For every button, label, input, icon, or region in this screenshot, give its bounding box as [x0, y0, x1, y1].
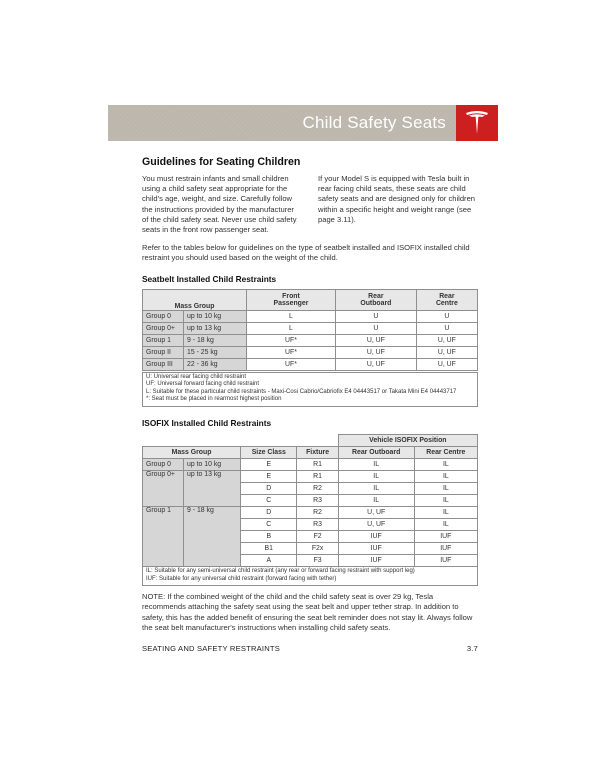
isofix-header-mass: Mass Group	[143, 447, 241, 459]
isofix-note: IUF: Suitable for any universal child restraint (forward facing with tether)	[146, 575, 337, 582]
isofix-header-row-2	[143, 447, 478, 459]
seatbelt-header-front: Front Passenger	[247, 289, 336, 310]
seatbelt-group-cell: Group 1	[143, 334, 184, 346]
seatbelt-rear-outboard-cell: U, UF	[335, 334, 416, 346]
isofix-size-class-cell: E	[241, 459, 297, 471]
section-banner	[108, 105, 498, 141]
isofix-note: IL: Suitable for any semi-universal child restraint (any rear or forward facing restraint with support leg)	[146, 568, 415, 574]
page-content	[142, 156, 478, 633]
page-number: 3.7	[466, 644, 478, 653]
seatbelt-note: *: Seat must be placed in rearmost highest position	[146, 396, 282, 403]
isofix-size-class-cell: B1	[241, 543, 297, 555]
seatbelt-table	[142, 289, 478, 371]
isofix-rear-outboard-cell: IUF	[338, 555, 414, 567]
seatbelt-group-cell: Group III	[143, 358, 184, 370]
isofix-header-rear-outboard: Rear Outboard	[338, 447, 414, 459]
isofix-fixture-cell: R2	[297, 483, 338, 495]
isofix-rear-centre-cell: IUF	[414, 543, 477, 555]
seatbelt-mass-cell: 9 - 18 kg	[184, 334, 247, 346]
seatbelt-rear-outboard-cell: U, UF	[335, 358, 416, 370]
isofix-rear-centre-cell: IL	[414, 495, 477, 507]
seatbelt-group-cell: Group II	[143, 346, 184, 358]
isofix-size-class-cell: D	[241, 507, 297, 519]
isofix-size-class-cell: E	[241, 471, 297, 483]
isofix-mass-cell: 9 - 18 kg	[184, 507, 241, 567]
seatbelt-front-cell: UF*	[247, 358, 336, 370]
isofix-group-cell: Group 0+	[143, 471, 184, 507]
seatbelt-mass-cell: 15 - 25 kg	[184, 346, 247, 358]
isofix-rear-outboard-cell: IUF	[338, 543, 414, 555]
isofix-fixture-cell: F3	[297, 555, 338, 567]
table-row	[143, 507, 478, 519]
seatbelt-header-rear-outboard: Rear Outboard	[335, 289, 416, 310]
isofix-table	[142, 434, 478, 567]
section-title: Child Safety Seats	[302, 113, 446, 132]
isofix-fixture-cell: R1	[297, 459, 338, 471]
refer-paragraph: Refer to the tables below for guidelines on the type of seatbelt installed and ISOFIX installed child restraint you should used based on the weight of the child.	[142, 243, 470, 263]
isofix-fixture-cell: F2x	[297, 543, 338, 555]
seatbelt-header-rear-centre: Rear Centre	[416, 289, 477, 310]
isofix-rear-centre-cell: IUF	[414, 555, 477, 567]
isofix-size-class-cell: A	[241, 555, 297, 567]
seatbelt-notes	[142, 372, 478, 407]
isofix-fixture-cell: R1	[297, 471, 338, 483]
seatbelt-front-cell: L	[247, 310, 336, 322]
isofix-group-cell: Group 0	[143, 459, 184, 471]
isofix-fixture-cell: R2	[297, 507, 338, 519]
table-row	[143, 334, 478, 346]
seatbelt-mass-cell: 22 - 36 kg	[184, 358, 247, 370]
logo-box	[456, 105, 498, 141]
isofix-rear-centre-cell: IL	[414, 471, 477, 483]
isofix-mass-cell: up to 10 kg	[184, 459, 241, 471]
seatbelt-rear-centre-cell: U, UF	[416, 334, 477, 346]
isofix-size-class-cell: C	[241, 495, 297, 507]
seatbelt-rear-centre-cell: U	[416, 310, 477, 322]
seatbelt-note: L: Suitable for these particular child restraints - Maxi-Cosi Cabrio/Cabriofix E4 04443517 or Takata Mini E4 04443717	[146, 388, 457, 395]
isofix-header-size-class: Size Class	[241, 447, 297, 459]
seatbelt-group-cell: Group 0	[143, 310, 184, 322]
isofix-header-fixture: Fixture	[297, 447, 338, 459]
seatbelt-front-cell: L	[247, 322, 336, 334]
seatbelt-front-cell: UF*	[247, 334, 336, 346]
seatbelt-rear-outboard-cell: U, UF	[335, 346, 416, 358]
seatbelt-mass-cell: up to 10 kg	[184, 310, 247, 322]
isofix-rear-outboard-cell: IL	[338, 471, 414, 483]
isofix-heading: ISOFIX Installed Child Restraints	[142, 418, 272, 428]
table-row	[143, 358, 478, 370]
table-row	[143, 459, 478, 471]
seatbelt-header-mass: Mass Group	[143, 289, 247, 310]
guidelines-columns	[142, 174, 478, 235]
seatbelt-group-cell: Group 0+	[143, 322, 184, 334]
guidelines-col1: You must restrain infants and small children using a child safety seat appropriate for the child's age, weight, and size. Carefully follow the instructions provided by the manufacturer of the child safety seat. Never use child safety seats in the front row passenger seat.	[142, 174, 297, 235]
footer-section: SEATING AND SAFETY RESTRAINTS	[142, 644, 281, 653]
isofix-header-rear-centre: Rear Centre	[414, 447, 477, 459]
seatbelt-rear-outboard-cell: U	[335, 310, 416, 322]
isofix-rear-centre-cell: IL	[414, 519, 477, 531]
isofix-mass-cell: up to 13 kg	[184, 471, 241, 507]
seatbelt-mass-cell: up to 13 kg	[184, 322, 247, 334]
seatbelt-note: UF: Universal forward facing child restraint	[146, 381, 260, 388]
seatbelt-rear-centre-cell: U	[416, 322, 477, 334]
isofix-fixture-cell: F2	[297, 531, 338, 543]
guidelines-heading: Guidelines for Seating Children	[142, 156, 301, 168]
isofix-rear-centre-cell: IUF	[414, 531, 477, 543]
isofix-size-class-cell: C	[241, 519, 297, 531]
page-footer	[142, 644, 478, 653]
table-row	[143, 322, 478, 334]
isofix-notes	[142, 567, 478, 586]
table-row	[143, 471, 478, 483]
table-row	[143, 346, 478, 358]
isofix-rear-outboard-cell: IL	[338, 495, 414, 507]
seatbelt-rear-outboard-cell: U	[335, 322, 416, 334]
isofix-rear-outboard-cell: U, UF	[338, 519, 414, 531]
isofix-rear-centre-cell: IL	[414, 507, 477, 519]
note-paragraph: NOTE: If the combined weight of the child and the child safety seat is over 29 kg, Tesla recommends attaching the safety seat using the seat belt and upper tether strap. In addition to safety, this has the added benefit of ensuring the seat belt reminder does not stay lit. Always follow the seat belt manufacturer's instructions when installing child safety seats.	[142, 592, 473, 632]
isofix-fixture-cell: R3	[297, 519, 338, 531]
seatbelt-note: U: Universal rear facing child restraint	[146, 373, 247, 380]
isofix-rear-centre-cell: IL	[414, 483, 477, 495]
isofix-rear-outboard-cell: IL	[338, 483, 414, 495]
seatbelt-rear-centre-cell: U, UF	[416, 346, 477, 358]
isofix-rear-outboard-cell: U, UF	[338, 507, 414, 519]
table-row	[143, 310, 478, 322]
isofix-rear-centre-cell: IL	[414, 459, 477, 471]
seatbelt-front-cell: UF*	[247, 346, 336, 358]
isofix-size-class-cell: D	[241, 483, 297, 495]
isofix-header-vehicle-position: Vehicle ISOFIX Position	[338, 435, 477, 447]
isofix-header-row-1	[143, 435, 478, 447]
seatbelt-header-row	[143, 289, 478, 310]
seatbelt-rear-centre-cell: U, UF	[416, 358, 477, 370]
seatbelt-heading: Seatbelt Installed Child Restraints	[142, 273, 277, 284]
isofix-rear-outboard-cell: IUF	[338, 531, 414, 543]
isofix-header-spacer	[143, 435, 339, 447]
isofix-size-class-cell: B	[241, 531, 297, 543]
isofix-rear-outboard-cell: IL	[338, 459, 414, 471]
guidelines-col2: If your Model S is equipped with Tesla built in rear facing child seats, these seats are child safety seats and are designed only for children within a specific height and weight range (see page 3.11).	[318, 174, 476, 224]
isofix-group-cell: Group 1	[143, 507, 184, 567]
tesla-logo-icon	[465, 110, 489, 136]
isofix-fixture-cell: R3	[297, 495, 338, 507]
